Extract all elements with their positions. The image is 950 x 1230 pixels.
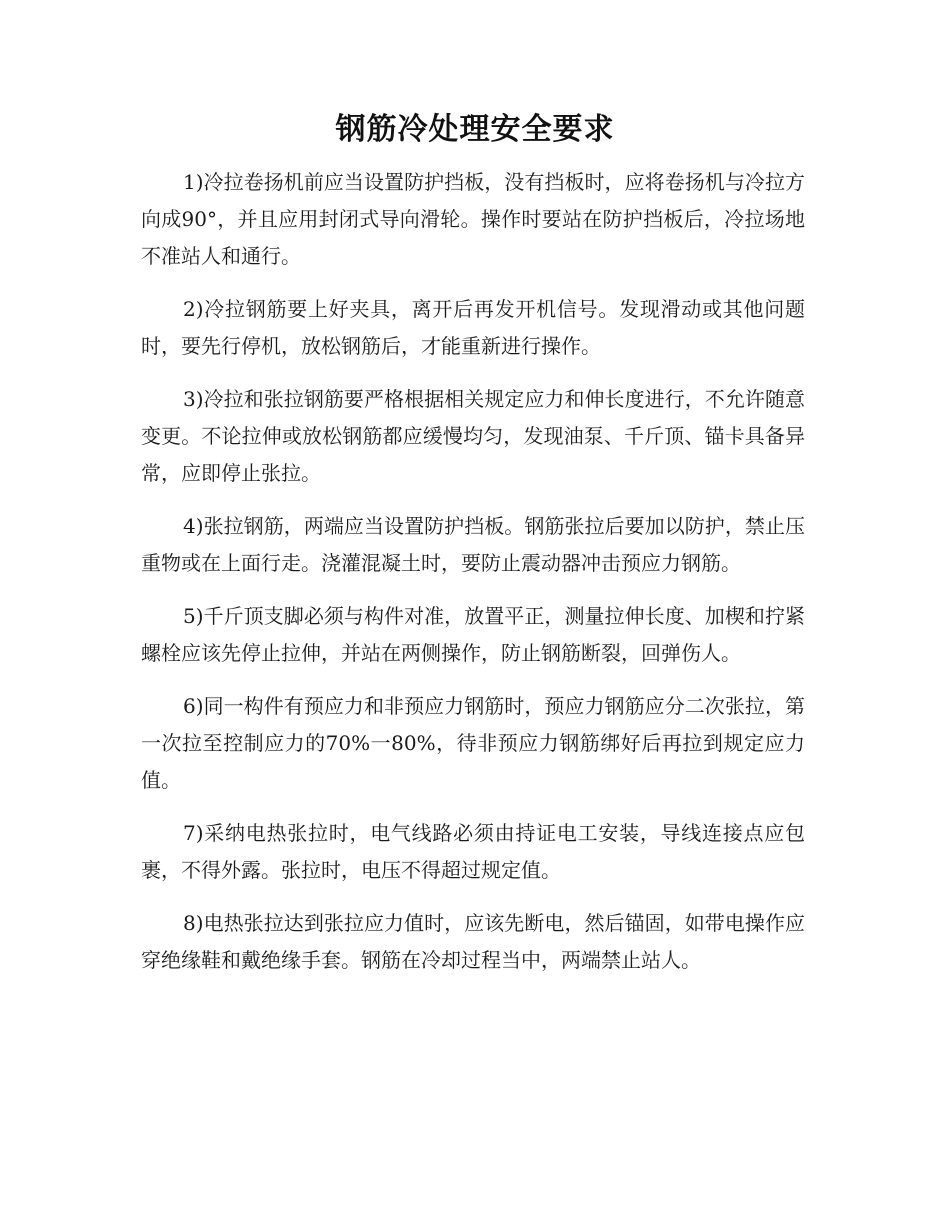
paragraph-2: 2)冷拉钢筋要上好夹具，离开后再发开机信号。发现滑动或其他问题时，要先行停机，放松钢筋后，才能重新进行操作。 <box>141 297 805 358</box>
paragraph-3: 3)冷拉和张拉钢筋要严格根据相关规定应力和伸长度进行，不允许随意变更。不论拉伸或放松钢筋都应缓慢均匀，发现油泵、千斤顶、锚卡具备异常，应即停止张拉。 <box>141 387 805 485</box>
paragraph-8: 8)电热张拉达到张拉应力值时，应该先断电，然后锚固，如带电操作应穿绝缘鞋和戴绝缘手套。钢筋在冷却过程当中，两端禁止站人。 <box>141 911 805 972</box>
paragraph-7: 7)采纳电热张拉时，电气线路必须由持证电工安装，导线连接点应包裹，不得外露。张拉时，电压不得超过规定值。 <box>141 821 805 882</box>
paragraph-6: 6)同一构件有预应力和非预应力钢筋时，预应力钢筋应分二次张拉，第一次拉至控制应力的70%一80%，待非预应力钢筋绑好后再拉到规定应力值。 <box>141 694 805 792</box>
document-body <box>141 164 805 995</box>
document-title: 钢筋冷处理安全要求 <box>335 112 615 147</box>
paragraph-4: 4)张拉钢筋，两端应当设置防护挡板。钢筋张拉后要加以防护，禁止压重物或在上面行走。浇灌混凝土时，要防止震动器冲击预应力钢筋。 <box>141 514 805 575</box>
paragraph-1: 1)冷拉卷扬机前应当设置防护挡板，没有挡板时，应将卷扬机与冷拉方向成90°，并且应用封闭式导向滑轮。操作时要站在防护挡板后，冷拉场地不准站人和通行。 <box>141 170 805 268</box>
paragraph-5: 5)千斤顶支脚必须与构件对准，放置平正，测量拉伸长度、加楔和拧紧螺栓应该先停止拉伸，并站在两侧操作，防止钢筋断裂，回弹伤人。 <box>141 604 805 665</box>
